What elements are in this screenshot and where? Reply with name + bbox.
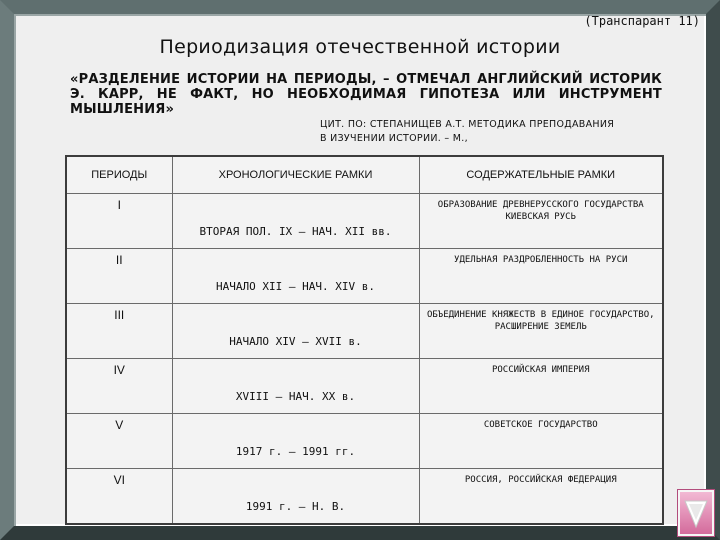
dates-cell: [172, 194, 419, 249]
period-dates: НАЧАЛО XIV – XVII в.: [229, 335, 362, 348]
citation-line-1: ЦИТ. ПО: СТЕПАНИЩЕВ А.Т. МЕТОДИКА ПРЕПОДАВАНИЯ: [320, 119, 615, 130]
citation: [320, 118, 670, 146]
period-number: IV: [113, 363, 125, 377]
content-cell: [419, 304, 663, 359]
period-dates: НАЧАЛО XII – НАЧ. XIV в.: [216, 280, 375, 293]
citation-line-2: В ИЗУЧЕНИИ ИСТОРИИ. – М.,: [320, 133, 468, 144]
header-periods: ПЕРИОДЫ: [66, 156, 172, 194]
table-row: [66, 194, 663, 249]
dates-cell: [172, 414, 419, 469]
periodization-table: [65, 155, 664, 525]
carr-quote: «РАЗДЕЛЕНИЕ ИСТОРИИ НА ПЕРИОДЫ, – ОТМЕЧАЛ АНГЛИЙСКИЙ ИСТОРИК Э. КАРР, НЕ ФАКТ, НО НЕОБХОДИМАЯ ГИПОТЕЗА ИЛИ ИНСТРУМЕНТ МЫШЛЕНИЯ»: [70, 72, 662, 117]
content-cell: [419, 469, 663, 525]
dates-cell: [172, 304, 419, 359]
dates-cell: [172, 469, 419, 525]
slide-title: Периодизация отечественной истории: [159, 36, 561, 58]
period-content: ОБЪЕДИНЕНИЕ КНЯЖЕСТВ В ЕДИНОЕ ГОСУДАРСТВО, РАСШИРЕНИЕ ЗЕМЕЛЬ: [426, 310, 655, 332]
period-number: VI: [113, 473, 125, 487]
period-dates: ВТОРАЯ ПОЛ. IX – НАЧ. XII вв.: [199, 225, 392, 238]
next-slide-button[interactable]: [678, 490, 714, 536]
period-number: V: [115, 418, 124, 432]
content-cell: [419, 414, 663, 469]
table-row: [66, 249, 663, 304]
content-cell: [419, 249, 663, 304]
dates-cell: [172, 359, 419, 414]
arrow-down-icon: [680, 492, 712, 534]
content-cell: [419, 194, 663, 249]
period-content: РОССИЯ, РОССИЙСКАЯ ФЕДЕРАЦИЯ: [464, 475, 617, 485]
header-content: СОДЕРЖАТЕЛЬНЫЕ РАМКИ: [419, 156, 663, 194]
period-number: I: [117, 198, 121, 212]
period-content: УДЕЛЬНАЯ РАЗДРОБЛЕННОСТЬ НА РУСИ: [454, 255, 628, 265]
table-row: [66, 414, 663, 469]
period-cell: [66, 414, 172, 469]
table-row: [66, 469, 663, 525]
period-cell: [66, 469, 172, 525]
period-dates: 1917 г. – 1991 гг.: [235, 445, 356, 458]
table-row: [66, 304, 663, 359]
table-row: [66, 359, 663, 414]
period-dates: XVIII – НАЧ. XX в.: [235, 390, 356, 403]
period-number: II: [115, 253, 123, 267]
period-content: РОССИЙСКАЯ ИМПЕРИЯ: [491, 365, 590, 375]
header-chronology: ХРОНОЛОГИЧЕСКИЕ РАМКИ: [172, 156, 419, 194]
period-cell: [66, 359, 172, 414]
period-dates: 1991 г. – Н. В.: [245, 500, 346, 513]
content-cell: [419, 359, 663, 414]
period-cell: [66, 249, 172, 304]
slide-label: (Транспарант 11): [584, 14, 700, 28]
period-cell: [66, 194, 172, 249]
period-number: III: [114, 308, 125, 322]
dates-cell: [172, 249, 419, 304]
period-cell: [66, 304, 172, 359]
period-content: СОВЕТСКОЕ ГОСУДАРСТВО: [483, 420, 598, 430]
period-content: ОБРАЗОВАНИЕ ДРЕВНЕРУССКОГО ГОСУДАРСТВА КИЕВСКАЯ РУСЬ: [437, 200, 644, 222]
table-header-row: [66, 156, 663, 194]
